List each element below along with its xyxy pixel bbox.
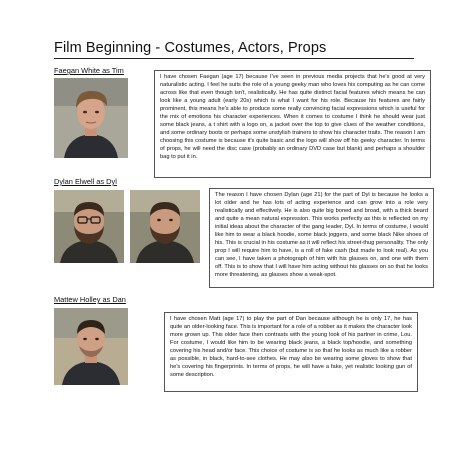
photo-dylan-glasses xyxy=(54,190,124,263)
description-matt: I have chosen Matt (age 17) to play the part of Dan because although he is only 17, he has quite an older-looking face. This is important for a role of a robber as it makes the character look more grown up. This older face then contrasts with the young look of his partner in crime, Lou. For costume, I would like him to be wearing black jeans, a black top/hoodie, and something covering his head and/or face. This choice of costume is so that he looks as much like a robber as possible, in black, hard-to-see clothes. He may also be wearing some gloves to show that he's covering his fingerprints. In terms of props, he will have a fake, yet realistic looking gun of some description. xyxy=(164,312,418,392)
page-title: Film Beginning - Costumes, Actors, Props xyxy=(54,40,327,56)
title-underline xyxy=(54,58,414,59)
caption-faegan: Faegan White as Tim xyxy=(54,66,124,75)
photo-dylan-no-glasses xyxy=(130,190,200,263)
photo-matt xyxy=(54,308,128,385)
description-dylan: The reason I have chosen Dylan (age 21) for the part of Dyl is because he looks a lot older and he has lots of acting experience and can grow into a role very realistically and effectively. He is also quite big boned and broad, with a thick beard and quite a mean natural expression. This works perfectly as this is reflected on my initial ideas about the character of the gang leader, Dyl. In terms of costume, I would like him to wear a black hoodie, some black joggers, and some black Nike shoes of his. This is crucial in his costume as it will reflect his street-thug personality. The only prop I will require him to have, is a roll of fake cash (but made to look real). As you can see, I have taken a photograph of him with his glasses on, and one with them off. This is to show that I will have him acting without his glasses on so that he looks more threatening, as glasses show a weak-spot. xyxy=(209,188,434,288)
photo-faegan xyxy=(54,78,128,158)
description-faegan: I have chosen Faegan (age 17) because I've seen in previous media projects that he's good at very naturalistic acting. I feel he suits the role of a young geeky man who loves his computing as he can come across like that even though isn't, realistically. He has quite distinct facial features which means he can look like a young adult (early 20s) which is what I want for his role. Because his features are fairly prominent, this means he's able to produce some really convincing facial expressions which is useful for the mix of emotions his character experiences. When it comes to costume I think he should wear just some black jeans, a t shirt with a logo on, a jacket over the top to give clues of the weather conditions, and some ordinary boots or perhaps some unstylish trainers to show his character traits. The reason I am choosing this costume is because it's quite basic and the logo will show off his geeky character. In terms of props, he will need the disc case (probably an ordinary DVD case but blank) and perhaps a shoulder bag to put it in. xyxy=(154,70,431,178)
caption-matt: Mattew Holley as Dan xyxy=(54,295,126,304)
caption-dylan: Dylan Elwell as Dyl xyxy=(54,177,117,186)
